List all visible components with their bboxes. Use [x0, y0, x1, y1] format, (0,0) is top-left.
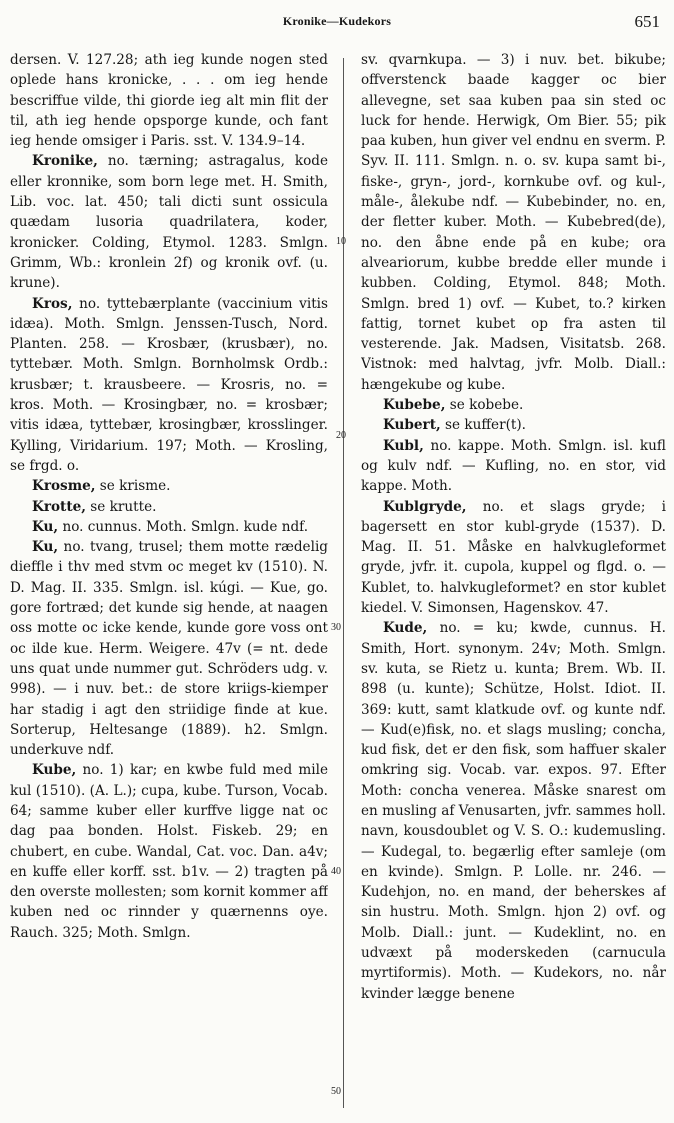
dictionary-entry [10, 50, 328, 151]
entry-headword: Kubebe, [383, 397, 446, 414]
column-divider [343, 58, 344, 1108]
right-column [361, 50, 666, 1120]
entry-text: se krisme. [95, 478, 171, 495]
entry-headword: Kubl, [383, 437, 424, 454]
entry-headword: Krosme, [32, 478, 96, 495]
entry-headword: Kube, [32, 762, 77, 779]
dictionary-entry [10, 497, 328, 517]
entry-text: no. cunnus. Moth. Smlgn. kude ndf. [58, 518, 309, 535]
dictionary-entry [10, 760, 328, 943]
entry-text: no. tvang, trusel; them motte rædelig dieffle i thv med stvm oc meget kv (1510). N. D. Mag. II. 335. Smlgn. isl. kúgi. — Kue, go. gore fortræd; det kunde sig hende, at naagen oss motte oc icke kende, kunde gore voss ont oc ilde kue. Herm. Weigere. 47v (= nt. dede uns quat unde nummer gut. Schröders udg. v. 998). — i nuv. bet.: de store kriigs-kiemper har stadig i agt den striidige finde at kue. Sorterup, Heltesange (1889). h2. Smlgn. underkuve ndf. [10, 539, 328, 759]
entry-headword: Ku, [32, 518, 59, 535]
entry-text: no. tærning; astragalus, kode eller kronnike, som born lege met. H. Smith, Lib. voc. lat. 450; tali dicti sunt ossicula quædam lusoria quadrilatera, koder, kronicker. Colding, Etymol. 1283. Smlgn. Grimm, Wb.: kronlein 2f) og kronik ovf. (u. krune). [10, 153, 328, 292]
running-head: Kronike—Kudekors [282, 14, 392, 28]
entry-headword: Ku, [32, 539, 59, 556]
left-column [10, 50, 328, 1120]
entry-headword: Kublgryde, [383, 498, 467, 515]
dictionary-entry [361, 50, 666, 395]
entry-headword: Kronike, [32, 153, 98, 170]
entry-text: se krutte. [85, 498, 157, 515]
entry-text: no. = ku; kwde, cunnus. H. Smith, Hort. synonym. 24v; Moth. Smlgn. sv. kuta, se Rietz u. kunta; Brem. Wb. II. 898 (u. kunte); Schütze, Holst. Idiot. II. 369: kutt, samt klatkude ovf. og kunte ndf. — Kud(e)fisk, no. et slags musling; concha, kud fisk, det er den fisk, som haffuer skaler omkring sig. Vocab. var. expos. 97. Efter Moth: concha venerea. Måske snarest om en musling af Venusarten, jvfr. sammes holl. navn, kousdoublet og V. S. O.: kudemusling. — Kudegal, to. begærlig efter samleje (om en kvinde). Smlgn. P. Lolle. nr. 246. — Kudehjon, no. en mand, der beherskes af sin hustru. Moth. Smlgn. hjon 2) ovf. og Molb. Diall.: junt. — Kudeklint, no. en udvæxt på moderskeden (carnucula myrtiformis). Moth. — Kudekors, no. når kvinder lægge benene [361, 620, 666, 1002]
line-number: 30 [331, 622, 341, 633]
entry-text: sv. qvarnkupa. — 3) i nuv. bet. bikube; offverstenck baade kagger oc bier allevegne, set saa kuben paa sin sted oc luck for hende. Herwigk, Om Bier. 55; pik paa kuben, hun giver vel endnu en sverm. P. Syv. II. 111. Smlgn. n. o. sv. kupa samt bi-, fiske-, gryn-, jord-, kornkube ovf. og kul-, måle-, ålekube ndf. — Kubebinder, no. en, der fletter kuber. Moth. — Kubebred(de), no. den åbne ende på en kube; ora alveariorum, kubbe bredde eller munde i kubben. Colding, Etymol. 848; Moth. Smlgn. bred 1) ovf. — Kubet, to.? kirken fattig, tornet kubet op fra asten til vesterende. Jak. Madsen, Visitatsb. 268. Vistnok: med halvtag, jvfr. Molb. Diall.: hængekube og kube. [361, 52, 666, 393]
entry-text: se kobebe. [445, 397, 524, 414]
entry-text: no. 1) kar; en kwbe fuld med mile kul (1510). (A. L.); cupa, kube. Turson, Vocab. 64; samme kuber eller kurffve ligge nat oc dag paa bonden. Holst. Fiskeb. 29; en chubert, en cube. Wandal, Cat. voc. Dan. a4v; en kuffe eller korff. sst. b1v. — 2) tragten på den overste mollesten; som kornit kommer aff kuben ned oc rinnder y quærnenns oye. Rauch. 325; Moth. Smlgn. [10, 762, 328, 941]
entry-text: no. et slags gryde; i bagersett en stor kubl-gryde (1537). D. Mag. II. 51. Måske en halvkugleformet gryde, jvfr. it. cupola, kuppel og flgd. o. — Kublet, to. halvkugleformet? en stor kublet kiedel. V. Simonsen, Hagenskov. 47. [361, 498, 666, 617]
dictionary-entry [361, 436, 666, 497]
dictionary-entry [10, 476, 328, 496]
page-number: 651 [634, 12, 660, 31]
page-header [0, 12, 674, 34]
entry-text: se kuffer(t). [440, 417, 526, 434]
entry-headword: Kubert, [383, 417, 441, 434]
line-number: 10 [336, 236, 346, 247]
line-number: 50 [331, 1086, 341, 1097]
entry-headword: Kros, [32, 295, 73, 312]
dictionary-entry [361, 395, 666, 415]
line-number: 20 [336, 430, 346, 441]
entry-text: no. tyttebærplante (vaccinium vitis idæa). Moth. Smlgn. Jenssen-Tusch, Nord. Planten. 258. — Krosbær, (krusbær), no. tyttebær. Moth. Smlgn. Bornholmsk Ordb.: krusbær; t. krausbeere. — Krosris, no. = kros. Moth. — Krosingbær, no. = krosbær; vitis idæa, tyttebær, krosingbær, krosslinger. Kylling, Viridarium. 197; Moth. — Krosling, se frgd. o. [10, 295, 328, 474]
dictionary-entry [10, 151, 328, 293]
line-number: 40 [331, 866, 341, 877]
entry-headword: Krotte, [32, 498, 86, 515]
dictionary-entry [361, 415, 666, 435]
dictionary-entry [361, 618, 666, 1004]
dictionary-entry [361, 497, 666, 619]
dictionary-entry [10, 294, 328, 477]
entry-text: no. kappe. Moth. Smlgn. isl. kufl og kulv ndf. — Kufling, no. en stor, vid kappe. Moth. [361, 437, 666, 495]
entry-text: dersen. V. 127.28; ath ieg kunde nogen sted oplede hans kronicke, . . . om ieg hende bescriffue vilde, thi giorde ieg alt min flit der til, ath ieg hende opsporge kunde, och fant ieg hende omsiger i Paris. sst. V. 134.9–14. [10, 52, 328, 150]
dictionary-entry [10, 537, 328, 760]
dictionary-entry [10, 517, 328, 537]
entry-headword: Kude, [383, 620, 428, 637]
